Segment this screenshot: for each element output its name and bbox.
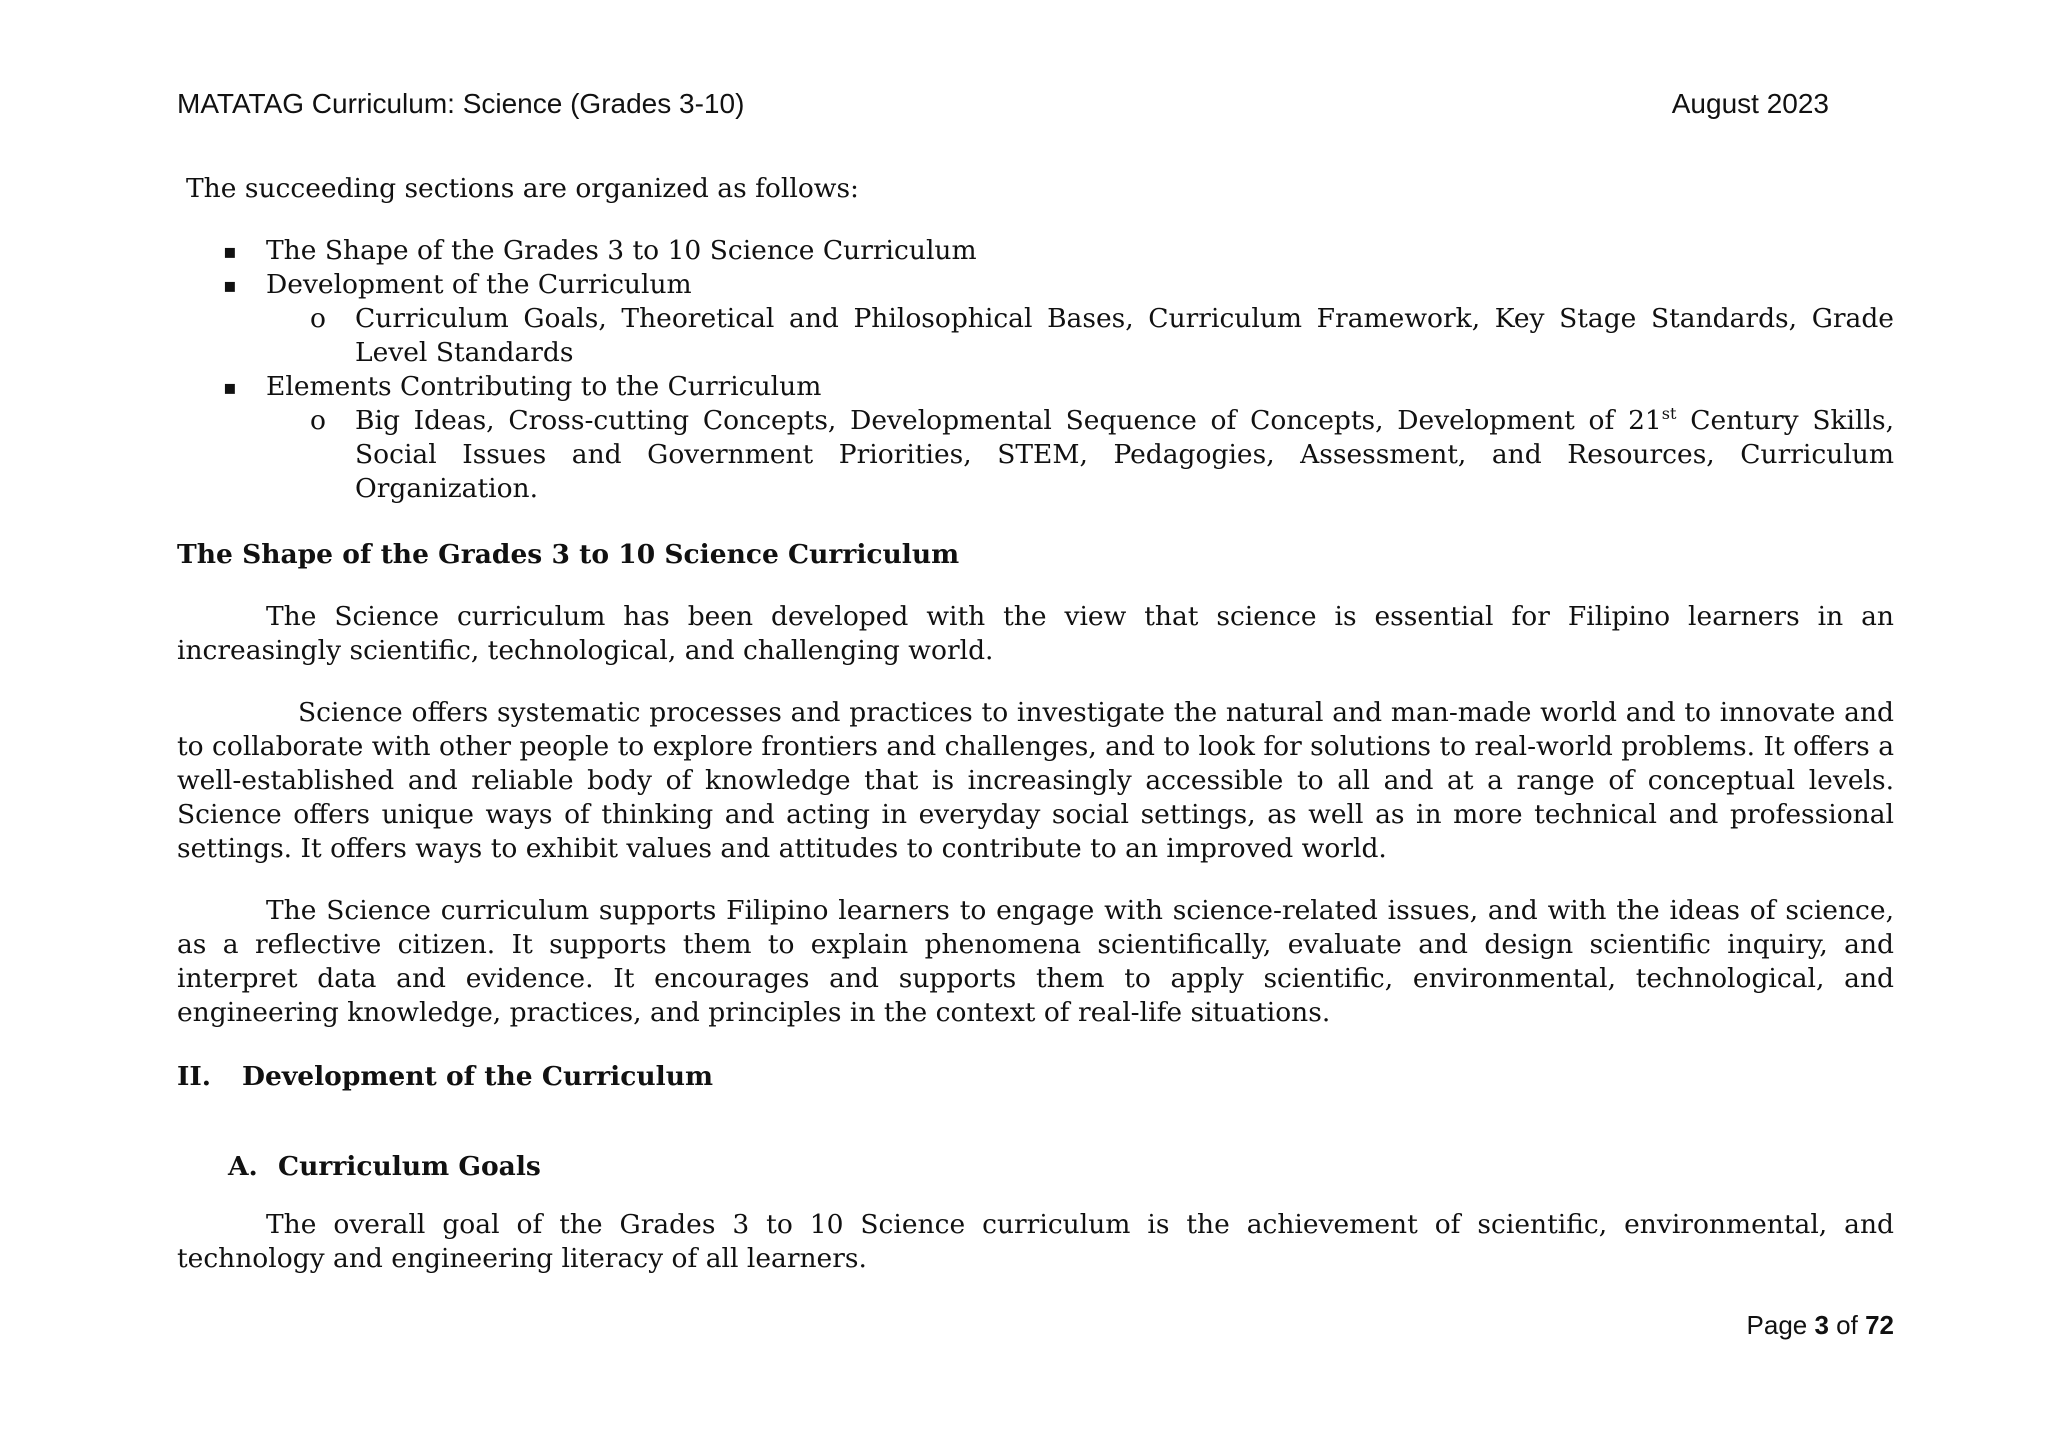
subsection-a-heading xyxy=(228,1150,1894,1184)
section-ii-heading xyxy=(177,1060,1894,1094)
outline-item-label: Development of the Curriculum xyxy=(266,269,692,300)
outline-item xyxy=(177,268,1894,370)
document-title: MATATAG Curriculum: Science (Grades 3-10) xyxy=(177,88,745,119)
paragraph: The Science curriculum supports Filipino learners to engage with science-related issues, and with the ideas of science, as a reflective citizen. It supports them to explain phenomena scientifically, evaluate and design scientific inquiry, and interpret data and evidence. It encourages and supports them to apply scientific, environmental, technological, and engineering knowledge, practices, and principles in the context of real-life situations. xyxy=(177,895,1894,1028)
square-bullet-icon: ▪ xyxy=(223,375,237,399)
section-outline xyxy=(177,234,1894,506)
subsection-title: Curriculum Goals xyxy=(278,1151,541,1182)
circle-bullet-icon: o xyxy=(310,405,326,436)
document-date: August 2023 xyxy=(1671,88,1829,119)
outline-subitem-label xyxy=(355,405,1894,504)
outline-sublist xyxy=(266,404,1894,506)
outline-subitem-text-start: Big Ideas, Cross-cutting Concepts, Developmental Sequence of Concepts, Development of 21 xyxy=(355,405,1662,436)
outline-item-label: The Shape of the Grades 3 to 10 Science Curriculum xyxy=(266,235,977,266)
outline-item-label: Elements Contributing to the Curriculum xyxy=(266,371,822,402)
ordinal-superscript: st xyxy=(1661,404,1677,424)
page-word: Page xyxy=(1746,1310,1815,1340)
shape-section-heading: The Shape of the Grades 3 to 10 Science Curriculum xyxy=(177,539,960,570)
outline-subitem-label: Curriculum Goals, Theoretical and Philosophical Bases, Curriculum Framework, Key Stage Standards, Grade Level Standards xyxy=(355,303,1894,368)
page-content xyxy=(177,172,1894,1276)
outline-subitem xyxy=(266,404,1894,506)
page-number: 3 xyxy=(1814,1310,1829,1340)
outline-subitem-text-end: Century Skills, Social Issues and Government Priorities, STEM, Pedagogies, Assessment, and Resources, Curriculum Organization. xyxy=(355,405,1894,504)
circle-bullet-icon: o xyxy=(310,303,326,334)
page-header xyxy=(177,88,1829,120)
outline-subitem xyxy=(266,302,1894,370)
paragraph: The overall goal of the Grades 3 to 10 Science curriculum is the achievement of scientific, environmental, and technology and engineering literacy of all learners. xyxy=(177,1209,1894,1274)
outline-item xyxy=(177,234,1894,268)
section-number: II. xyxy=(177,1061,212,1092)
paragraph: The Science curriculum has been developed with the view that science is essential for Filipino learners in an increasingly scientific, technological, and challenging world. xyxy=(177,601,1894,666)
section-title: Development of the Curriculum xyxy=(242,1061,714,1092)
of-word: of xyxy=(1828,1310,1866,1340)
paragraph: Science offers systematic processes and practices to investigate the natural and man-made world and to innovate and to collaborate with other people to explore frontiers and challenges, and to look for solutions to real-world problems. It offers a well-established and reliable body of knowledge that is increasingly accessible to all and at a range of conceptual levels. Science offers unique ways of thinking and acting in everyday social settings, as well as in more technical and professional settings. It offers ways to exhibit values and attitudes to contribute to an improved world. xyxy=(177,697,1894,864)
outline-sublist xyxy=(266,302,1894,370)
intro-text: The succeeding sections are organized as follows: xyxy=(186,173,859,204)
page-footer xyxy=(1747,1310,1894,1341)
square-bullet-icon: ▪ xyxy=(223,273,237,297)
total-pages: 72 xyxy=(1865,1310,1894,1340)
outline-item xyxy=(177,370,1894,506)
subsection-letter: A. xyxy=(228,1151,258,1182)
square-bullet-icon: ▪ xyxy=(223,239,237,263)
